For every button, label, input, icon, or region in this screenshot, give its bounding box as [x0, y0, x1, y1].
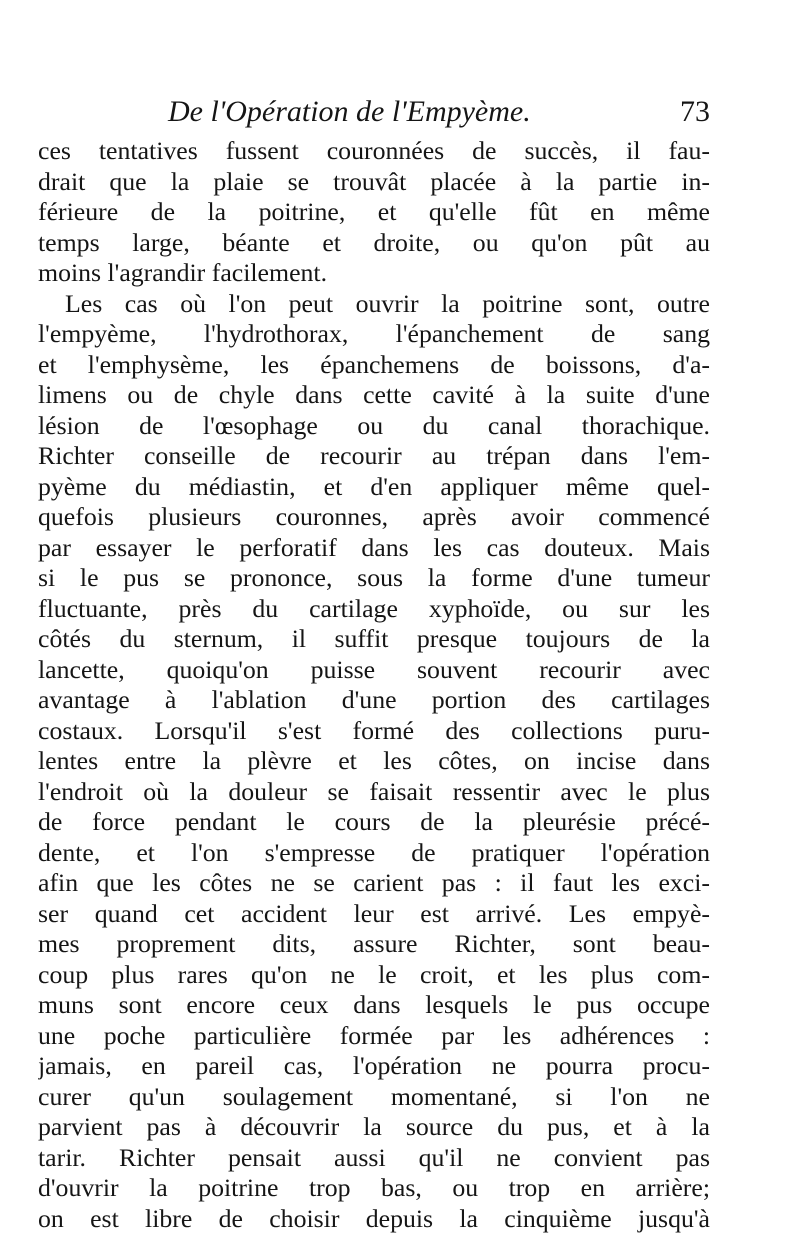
- text-line: ces tentatives fussent couronnées de succès, il fau-: [38, 136, 710, 165]
- text-line: avantage à l'ablation d'une portion des cartilages: [38, 685, 710, 714]
- text-line: lentes entre la plèvre et les côtes, on incise dans: [38, 746, 710, 775]
- text-line: si le pus se prononce, sous la forme d'une tumeur: [38, 563, 710, 592]
- running-head: [38, 92, 710, 132]
- text-line: drait que la plaie se trouvât placée à la partie in-: [38, 166, 710, 196]
- text-line: Richter conseille de recourir au trépan dans l'em-: [38, 441, 710, 470]
- text-line: moins l'agrandir facilement.: [38, 258, 328, 287]
- text-line: coup plus rares qu'on ne le croit, et les plus com-: [38, 959, 710, 989]
- text-line: tarir. Richter pensait aussi qu'il ne convient pas: [38, 1142, 710, 1172]
- text-line: costaux. Lorsqu'il s'est formé des collections puru-: [38, 715, 710, 745]
- text-line: d'ouvrir la poitrine trop bas, ou trop en arrière;: [38, 1173, 710, 1202]
- text-line: temps large, béante et droite, ou qu'on pût au: [38, 227, 710, 257]
- text-line: férieure de la poitrine, et qu'elle fût en même: [38, 197, 710, 226]
- text-line: l'empyème, l'hydrothorax, l'épanchement de sang: [38, 319, 710, 348]
- running-title: De l'Opération de l'Empyème.: [168, 95, 531, 128]
- page-number: 73: [680, 95, 710, 128]
- text-line: fluctuante, près du cartilage xyphoïde, ou sur les: [38, 593, 710, 623]
- text-line: l'endroit où la douleur se faisait ressentir avec le plus: [38, 776, 710, 806]
- text-line: dente, et l'on s'empresse de pratiquer l'opération: [38, 837, 710, 867]
- text-line: lancette, quoiqu'on puisse souvent recourir avec: [38, 654, 710, 684]
- text-line: par essayer le perforatif dans les cas douteux. Mais: [38, 532, 710, 562]
- text-line: de force pendant le cours de la pleurésie précé-: [38, 807, 710, 836]
- text-line: côtés du sternum, il suffit presque toujours de la: [38, 624, 710, 653]
- text-line: muns sont encore ceux dans lesquels le pus occupe: [38, 990, 710, 1019]
- text-line: et l'emphysème, les épanchemens de boissons, d'a-: [38, 349, 710, 379]
- body-text: [38, 136, 710, 1234]
- text-line: quefois plusieurs couronnes, après avoir commencé: [38, 502, 710, 531]
- text-line: on est libre de choisir depuis la cinquième jusqu'à: [38, 1203, 710, 1233]
- text-line: une poche particulière formée par les adhérences :: [38, 1020, 710, 1050]
- text-line: limens ou de chyle dans cette cavité à la suite d'une: [38, 380, 710, 409]
- text-line: afin que les côtes ne se carient pas : il faut les exci-: [38, 868, 710, 897]
- text-line: curer qu'un soulagement momentané, si l'on ne: [38, 1081, 710, 1111]
- text-line: parvient pas à découvrir la source du pus, et à la: [38, 1112, 710, 1141]
- text-line: lésion de l'œsophage ou du canal thorachique.: [38, 410, 710, 440]
- text-line: ser quand cet accident leur est arrivé. Les empyè-: [38, 898, 710, 928]
- text-line: mes proprement dits, assure Richter, sont beau-: [38, 929, 710, 958]
- text-line: jamais, en pareil cas, l'opération ne pourra procu-: [38, 1051, 710, 1080]
- text-line: pyème du médiastin, et d'en appliquer même quel-: [38, 471, 710, 501]
- text-line: Les cas où l'on peut ouvrir la poitrine sont, outre: [65, 288, 710, 318]
